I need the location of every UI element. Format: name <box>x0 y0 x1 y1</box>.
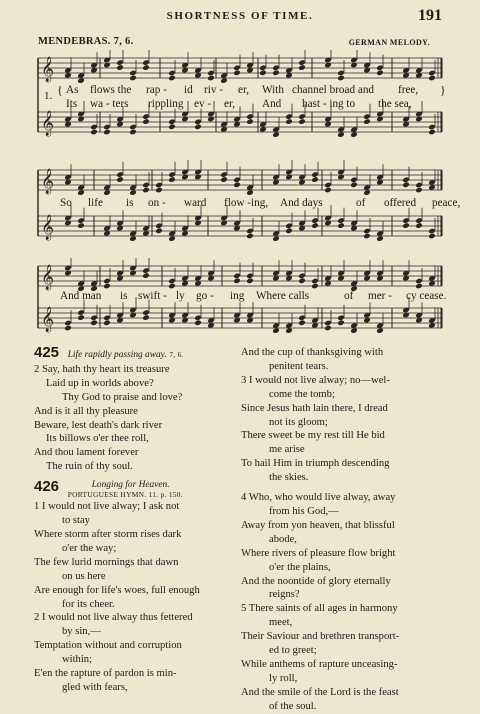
note-head <box>168 283 176 290</box>
lyric-syllable: flow -ing, <box>224 197 269 209</box>
lyric-syllable: hast - ing to <box>302 98 356 110</box>
clef-icon: 𝄞 <box>41 265 55 290</box>
note-head <box>142 187 150 194</box>
note-head <box>64 325 72 332</box>
tune-title <box>38 36 134 47</box>
verse-line: on us here <box>62 570 106 582</box>
clef-icon: 𝄞 <box>41 215 55 240</box>
lyric-syllable: ward <box>184 197 207 209</box>
verse-line: for its cheer. <box>62 598 115 610</box>
staff <box>38 50 442 84</box>
note-head <box>116 176 124 183</box>
note-head <box>298 320 306 327</box>
note-head <box>90 129 98 136</box>
hymn-number: 426 <box>34 478 60 496</box>
lyric-syllable: cy cease. <box>406 290 447 302</box>
verse-line: ed to greet; <box>269 645 317 657</box>
lyric-syllable: id <box>184 84 193 96</box>
verse-line: To hail Him in triumph descending <box>241 458 390 470</box>
hymn-426-heading <box>34 480 238 500</box>
clef-icon: 𝄞 <box>41 307 55 332</box>
note-head <box>142 314 150 321</box>
verse-line: And the noontide of glory eternally <box>241 575 391 587</box>
note-head <box>142 118 150 125</box>
verse-line: gled with fears, <box>62 681 128 693</box>
verse-line: me arise <box>269 444 305 456</box>
hymn-425-heading <box>34 346 238 363</box>
verse-line: o'er the way; <box>62 542 117 554</box>
note-head <box>129 75 137 82</box>
hymn-426-verses <box>34 500 238 695</box>
note-head <box>415 187 423 194</box>
right-brace-icon: } <box>440 83 446 97</box>
note-head <box>402 222 410 229</box>
verse-line: come the tomb; <box>269 388 335 400</box>
hymn-number: 425 <box>34 344 60 361</box>
lyric-syllable: And <box>262 98 282 110</box>
clef-icon: 𝄞 <box>41 111 55 136</box>
verse-line: 3 I would not live alway; no—wel- <box>241 374 390 386</box>
note-head <box>233 70 241 77</box>
lyric-syllable: mer - <box>368 290 392 302</box>
verse-line: penitent tears. <box>269 360 329 372</box>
lyric-syllable: ing <box>230 290 245 302</box>
note-head <box>311 222 319 229</box>
note-head <box>220 176 228 183</box>
note-head <box>103 320 111 327</box>
note-head <box>194 124 202 131</box>
hymn-meter: 7, 6. <box>169 350 184 359</box>
note-head <box>142 64 150 71</box>
note-head <box>272 70 280 77</box>
lyric-syllable: offered <box>384 197 417 209</box>
verse-line: abode, <box>269 533 297 545</box>
verse-line: from his God,— <box>269 505 339 517</box>
lyric-syllable: on - <box>148 197 166 209</box>
verse-line: Since Jesus hath lain there, I dread <box>241 402 388 414</box>
verse-line: Laid up in worlds above? <box>46 377 154 389</box>
hymn-426-continued-verses <box>241 346 447 714</box>
lyric-syllable: riv - <box>204 84 223 96</box>
verse-line: 2 I would not live alway thus fettered <box>34 612 193 624</box>
note-head <box>168 124 176 131</box>
verse-line: not its gloom; <box>269 416 328 428</box>
verse-line: Away from yon heaven, that blissful <box>241 519 395 531</box>
page-number: 191 <box>418 7 442 24</box>
verse-line: There sweet be my rest till He bid <box>241 430 385 442</box>
lyric-syllable: free, <box>398 84 419 96</box>
verse-line: 4 Who, who would live alway, away <box>241 492 396 504</box>
lyric-syllable: go - <box>196 290 214 302</box>
staff <box>38 205 442 242</box>
lyric-syllable: flows the <box>90 84 132 96</box>
lyric-syllable: swift - <box>138 290 167 302</box>
note-head <box>129 129 137 136</box>
verse-line: Where storm after storm rises dark <box>34 528 182 540</box>
hymn-title: Life rapidly passing away. <box>67 350 167 360</box>
verse-line: Thy God to praise and love? <box>62 391 183 403</box>
note-head <box>90 320 98 327</box>
verse-line: 1 I would not live alway; I ask not <box>34 501 180 513</box>
lyric-syllable: life <box>88 197 103 209</box>
lyric-syllable: With <box>262 84 284 96</box>
note-head <box>155 228 163 235</box>
staff <box>38 297 442 334</box>
verse-line: Where rivers of pleasure flow bright <box>241 547 396 559</box>
note-head <box>337 75 345 82</box>
note-head <box>103 129 111 136</box>
tune-name: MENDEBRAS. <box>38 36 111 47</box>
note-head <box>363 118 371 125</box>
note-head <box>298 278 306 285</box>
note-head <box>376 70 384 77</box>
lyric-syllable: wa - ters <box>90 98 129 110</box>
note-head <box>428 129 436 136</box>
note-head <box>207 75 215 82</box>
note-head <box>350 182 358 189</box>
lyric-syllable: peace, <box>432 197 461 209</box>
running-title: SHORTNESS OF TIME. <box>166 10 314 22</box>
hymn-425-verses <box>34 363 238 474</box>
verse-line: And thou lament forever <box>34 447 139 459</box>
verse-line: o'er the plains, <box>269 561 331 573</box>
lyric-syllable: ev - <box>194 98 212 110</box>
verse-line: to stay <box>62 515 90 527</box>
lyric-syllable: ly <box>176 290 185 302</box>
note-head <box>311 176 319 183</box>
note-head <box>168 75 176 82</box>
verse-line: And the cup of thanksgiving with <box>241 347 384 358</box>
clef-icon: 𝄞 <box>41 169 55 194</box>
note-head <box>142 272 150 279</box>
staff <box>38 160 442 196</box>
note-head <box>285 118 293 125</box>
note-head <box>155 187 163 194</box>
note-head <box>246 233 254 240</box>
verse-line: The few lurid mornings that dawn <box>34 556 179 568</box>
clef-icon: 𝄞 <box>41 57 55 82</box>
note-head <box>337 222 345 229</box>
note-head <box>77 314 85 321</box>
lyric-syllable: Its <box>66 98 78 110</box>
lyric-syllable: So <box>60 197 72 209</box>
lyric-syllable: er, <box>238 84 250 96</box>
note-head <box>298 64 306 71</box>
lyric-syllable: rippling <box>148 98 184 110</box>
verse-line: the skies. <box>269 472 309 484</box>
note-head <box>402 182 410 189</box>
note-head <box>77 222 85 229</box>
note-head <box>246 278 254 285</box>
verse-line: meet, <box>269 617 293 629</box>
tune-meter: 7, 6. <box>113 36 134 47</box>
verse-line: of the soul. <box>269 700 317 712</box>
verse-line: within; <box>62 654 93 666</box>
lyric-syllable: is <box>126 197 134 209</box>
lyric-syllable: Where calls <box>256 290 310 302</box>
note-head <box>415 283 423 290</box>
verse-line: 5 There saints of all ages in harmony <box>241 603 398 615</box>
lyric-syllable: And man <box>60 290 102 302</box>
note-head <box>285 228 293 235</box>
lyric-syllable: the sea, <box>378 98 412 110</box>
note-head <box>259 70 267 77</box>
verse-line: Its billows o'er thee roll, <box>46 433 149 445</box>
note-head <box>415 222 423 229</box>
lyric-syllable: As <box>66 84 79 96</box>
lyric-syllable: is <box>120 290 128 302</box>
note-head <box>233 278 241 285</box>
note-head <box>233 182 241 189</box>
verse-line: E'en the rapture of pardon is min- <box>34 668 177 680</box>
note-head <box>168 176 176 183</box>
hymn-title: Longing for Heaven. <box>91 480 170 491</box>
note-head <box>194 320 202 327</box>
verse-line: The ruin of thy soul. <box>46 461 133 473</box>
note-head <box>311 283 319 290</box>
note-head <box>363 233 371 240</box>
note-head <box>246 118 254 125</box>
note-head <box>324 187 332 194</box>
verse-number: 1. <box>44 90 53 102</box>
lyric-syllable: er, <box>224 98 236 110</box>
lyric-syllable: rap - <box>146 84 167 96</box>
staff <box>38 258 442 292</box>
note-head <box>324 325 332 332</box>
left-text-column <box>34 346 238 695</box>
verse-line: While anthems of rapture unceasing- <box>241 658 398 670</box>
hymn-tune-reference: PORTUGUESE HYMN. 11. p. 150. <box>67 490 183 500</box>
verse-line: by sin,— <box>62 626 101 638</box>
lyric-syllable: of <box>344 290 354 302</box>
note-head <box>428 233 436 240</box>
lyric-syllable: of <box>356 197 366 209</box>
note-head <box>116 64 124 71</box>
verse-line: And the smile of the Lord is the feast <box>241 686 399 698</box>
verse-line: reigns? <box>269 589 300 601</box>
verse-line: And is it all thy pleasure <box>34 405 138 417</box>
left-brace-icon: { <box>57 83 63 97</box>
composer-credit: GERMAN MELODY. <box>348 38 430 47</box>
note-head <box>103 283 111 290</box>
lyric-syllable: And days <box>280 197 323 209</box>
verse-line: Their Saviour and brethren transport- <box>241 631 400 643</box>
verse-line: ly roll, <box>269 672 298 684</box>
note-head <box>298 118 306 125</box>
lyric-syllable: channel broad and <box>292 84 375 96</box>
verse-line: Temptation without and corruption <box>34 640 182 652</box>
right-text-column <box>241 346 447 714</box>
verse-line: 2 Say, hath thy heart its treasure <box>34 363 170 375</box>
verse-line: Beware, lest death's dark river <box>34 419 163 431</box>
note-head <box>337 320 345 327</box>
note-head <box>428 75 436 82</box>
verse-line: Are enough for life's woes, full enough <box>34 584 200 596</box>
